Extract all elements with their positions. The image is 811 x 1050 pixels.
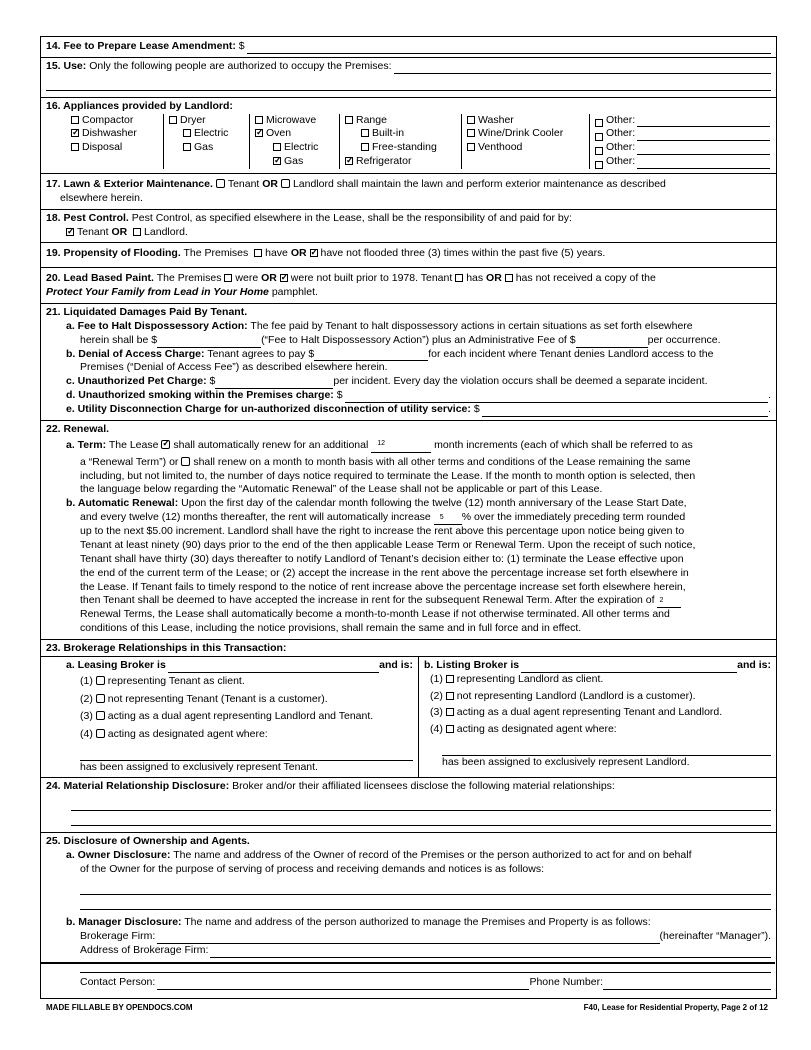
lead-or: OR xyxy=(261,272,277,285)
halt-fee-text-4: per occurrence. xyxy=(647,333,721,346)
listing-broker-column xyxy=(419,657,776,777)
smoking-charge-label: d. Unauthorized smoking within the Premises charge: xyxy=(66,389,334,402)
lease-form-page xyxy=(40,36,777,999)
section-20-label: 20. Lead Based Paint. xyxy=(46,272,154,285)
term-text-5: shall renew on a month to month basis with all other terms and conditions of the Lease remaining the same xyxy=(193,455,691,468)
range-builtin-label: Built-in xyxy=(372,127,405,140)
listing-item-3-num: (3) xyxy=(430,706,443,719)
material-relationship-field-1[interactable] xyxy=(71,798,771,811)
term-text-2: shall automatically renew for an additional xyxy=(173,438,369,451)
section-16 xyxy=(41,98,776,174)
section-14-dollar: $ xyxy=(238,40,245,52)
lawn-landlord-checkbox[interactable] xyxy=(281,179,290,188)
lawn-text-cont: elsewhere herein. xyxy=(60,191,143,204)
lead-were-checkbox[interactable] xyxy=(224,274,232,282)
listing-designated-agent-field[interactable] xyxy=(442,743,771,756)
dryer-electric-label: Electric xyxy=(194,127,229,140)
microwave-checkbox[interactable] xyxy=(255,116,263,124)
utility-charge-dollar: $ xyxy=(473,403,480,416)
auto-renewal-text-1: Upon the first day of the calendar month following the twelve (12) month anniversary of the Lease Start Date, xyxy=(181,497,687,510)
halt-fee-text-2: herein shall be $ xyxy=(80,333,158,346)
listing-item-2-checkbox[interactable] xyxy=(446,692,454,700)
listing-broker-label: b. Listing Broker is xyxy=(424,658,520,671)
wine-cooler-label: Wine/Drink Cooler xyxy=(478,127,564,140)
flooding-have-label: have xyxy=(265,247,288,260)
dishwasher-checkbox[interactable] xyxy=(71,129,79,137)
section-14 xyxy=(41,37,776,58)
footer-right: F40, Lease for Residential Property, Page 2 of 12 xyxy=(583,1003,768,1012)
pest-or: OR xyxy=(111,225,128,238)
section-24 xyxy=(41,778,776,833)
denial-access-field[interactable] xyxy=(314,349,428,361)
lead-pamphlet-text: pamphlet. xyxy=(271,286,318,299)
section-23 xyxy=(41,640,776,778)
section-18-label: 18. Pest Control. xyxy=(46,211,129,224)
listing-item-3-checkbox[interactable] xyxy=(446,708,454,716)
pet-charge-dollar: $ xyxy=(209,375,216,388)
leasing-item-2-checkbox[interactable] xyxy=(96,694,105,703)
section-15-text: Only the following people are authorized to occupy the Premises: xyxy=(89,59,392,72)
admin-fee-field[interactable] xyxy=(576,336,648,348)
term-text-1: The Lease xyxy=(108,438,159,451)
flooding-have-not-text: have not flooded three (3) times within the past five (5) years. xyxy=(320,247,606,260)
pest-landlord-label: Landlord. xyxy=(144,225,188,238)
flooding-or: OR xyxy=(290,247,307,260)
leasing-item-1-label: representing Tenant as client. xyxy=(107,674,245,687)
flooding-text: The Premises xyxy=(183,247,249,260)
dryer-gas-label: Gas xyxy=(194,141,214,154)
leasing-broker-field[interactable] xyxy=(168,661,379,673)
pet-charge-label: c. Unauthorized Pet Charge: xyxy=(66,375,207,388)
leasing-item-1-num: (1) xyxy=(80,674,93,687)
range-freestanding-label: Free-standing xyxy=(372,141,437,154)
section-16-label: 16. Appliances provided by Landlord: xyxy=(46,99,233,112)
brokerage-address-field[interactable] xyxy=(210,946,771,958)
lead-or-2: OR xyxy=(486,272,502,285)
wine-cooler-checkbox[interactable] xyxy=(467,129,475,137)
renewal-months-field[interactable] xyxy=(371,439,431,453)
section-24-label: 24. Material Relationship Disclosure: xyxy=(46,779,230,792)
listing-item-2-num: (2) xyxy=(430,689,443,702)
disposal-label: Disposal xyxy=(82,141,123,154)
rent-increase-field[interactable] xyxy=(434,513,462,525)
section-17-label: 17. Lawn & Exterior Maintenance. xyxy=(46,178,213,191)
leasing-item-4-label: acting as designated agent where: xyxy=(107,728,268,741)
listing-item-4-checkbox[interactable] xyxy=(446,725,454,733)
other-3-field[interactable] xyxy=(637,143,770,155)
flooding-have-not-checkbox[interactable] xyxy=(310,249,318,257)
section-14-label: 14. Fee to Prepare Lease Amendment: xyxy=(46,40,236,52)
dryer-electric-checkbox[interactable] xyxy=(183,129,191,137)
section-21-label: 21. Liquidated Damages Paid By Tenant. xyxy=(46,306,248,319)
venthood-label: Venthood xyxy=(478,141,523,154)
term-label: a. Term: xyxy=(66,438,107,451)
term-text-4: a “Renewal Term”) or xyxy=(80,455,179,468)
venthood-checkbox[interactable] xyxy=(467,143,475,151)
leasing-item-1-checkbox[interactable] xyxy=(96,676,105,685)
leasing-item-4-checkbox[interactable] xyxy=(96,729,105,738)
listing-item-1-checkbox[interactable] xyxy=(446,675,454,683)
auto-renew-checkbox[interactable]: ✓ xyxy=(162,437,170,448)
manager-disclosure-label: b. Manager Disclosure: xyxy=(66,916,182,929)
other-1-label: Other: xyxy=(606,113,636,126)
smoking-charge-dollar: $ xyxy=(336,389,343,402)
hereinafter-label: (hereinafter “Manager”). xyxy=(659,930,771,943)
refrigerator-label: Refrigerator xyxy=(356,155,412,168)
pest-control-text: Pest Control, as specified elsewhere in the Lease, shall be the responsibility of and paid for by: xyxy=(131,211,572,224)
other-4-checkbox[interactable] xyxy=(595,161,603,169)
auto-renewal-text-11: conditions of this Lease, including the notice provisions, shall remain the same and in full force and in effect. xyxy=(80,622,582,635)
renewal-months-value: 12 xyxy=(377,439,386,447)
section-15 xyxy=(41,58,776,98)
renewal-terms-count-field[interactable] xyxy=(657,596,681,608)
leasing-item-3-label: acting as a dual agent representing Landlord and Tenant. xyxy=(107,710,374,723)
oven-electric-checkbox[interactable] xyxy=(273,143,281,151)
section-22-label: 22. Renewal. xyxy=(46,422,110,435)
section-22 xyxy=(41,421,776,640)
leasing-broker-label: a. Leasing Broker is xyxy=(66,658,166,671)
section-23-label: 23. Brokerage Relationships in this Transaction: xyxy=(46,641,287,654)
authorized-occupants-field[interactable] xyxy=(394,62,771,74)
section-25 xyxy=(41,833,776,999)
denial-access-text-2: for each incident where Tenant denies Landlord access to the xyxy=(428,347,714,360)
dryer-label: Dryer xyxy=(180,113,206,126)
auto-renewal-text-4: up to the next $5.00 increment. Landlord shall have the right to increase the rent above this percentage upon notice being given to xyxy=(80,525,685,538)
disposal-checkbox[interactable] xyxy=(71,143,79,151)
microwave-label: Microwave xyxy=(266,113,317,126)
other-2-checkbox[interactable] xyxy=(595,133,603,141)
lawn-tenant-label: Tenant xyxy=(227,178,260,191)
footer-left: MADE FILLABLE BY OPENDOCS.COM xyxy=(46,1003,193,1012)
refrigerator-checkbox[interactable] xyxy=(345,157,353,165)
term-text-7: the language below regarding the “Automatic Renewal” of the Lease shall not be applicable or part of this Lease. xyxy=(80,483,603,496)
pest-landlord-checkbox[interactable] xyxy=(133,228,141,236)
oven-gas-label: Gas xyxy=(284,155,304,168)
phone-number-label: Phone Number: xyxy=(529,975,603,988)
compactor-checkbox[interactable] xyxy=(71,116,79,124)
lead-were-not-text: were not built prior to 1978. Tenant xyxy=(290,272,453,285)
listing-item-3-label: acting as a dual agent representing Tenant and Landlord. xyxy=(456,706,723,719)
auto-renewal-text-2: and every twelve (12) months thereafter, the rent will automatically increase xyxy=(80,511,431,524)
dishwasher-label: Dishwasher xyxy=(82,127,137,140)
range-label: Range xyxy=(356,113,387,126)
section-19 xyxy=(41,243,776,268)
halt-fee-field[interactable] xyxy=(157,336,261,348)
footer-rule xyxy=(40,962,775,964)
owner-disclosure-text-2: of the Owner for the purpose of serving of process and receiving demands and notices is as follows: xyxy=(80,862,544,875)
lead-has-checkbox[interactable] xyxy=(455,274,463,282)
leasing-item-4-num: (4) xyxy=(80,728,93,741)
broker-columns xyxy=(41,656,776,777)
oven-label: Oven xyxy=(266,127,292,140)
other-3-checkbox[interactable] xyxy=(595,147,603,155)
authorized-occupants-field-line2[interactable] xyxy=(46,78,771,91)
leasing-item-2-label: not representing Tenant (Tenant is a customer). xyxy=(107,692,328,705)
dryer-gas-checkbox[interactable] xyxy=(183,143,191,151)
listing-item-4-num: (4) xyxy=(430,723,443,736)
auto-renewal-text-3: % over the immediately preceding term rounded xyxy=(461,511,686,524)
term-text-3: month increments (each of which shall be referred to as xyxy=(434,438,693,451)
lead-pamphlet-title: Protect Your Family from Lead in Your Home xyxy=(46,286,269,299)
owner-disclosure-label: a. Owner Disclosure: xyxy=(66,848,171,861)
pet-charge-field[interactable] xyxy=(215,377,333,389)
leasing-item-3-checkbox[interactable] xyxy=(96,711,105,720)
lead-were-not-checkbox[interactable] xyxy=(280,274,288,282)
washer-checkbox[interactable] xyxy=(467,116,475,124)
renewal-terms-count-value: 2 xyxy=(659,597,664,605)
lead-were-label: were xyxy=(235,272,259,285)
month-to-month-checkbox[interactable] xyxy=(181,457,190,466)
listing-broker-footnote: has been assigned to exclusively represent Landlord. xyxy=(442,756,690,769)
pet-charge-text: per incident. Every day the violation occurs shall be deemed a separate incident. xyxy=(333,375,708,388)
lead-has-not-text: has not received a copy of the xyxy=(515,272,656,285)
other-3-label: Other: xyxy=(606,141,636,154)
listing-item-1-label: representing Landlord as client. xyxy=(456,672,604,685)
utility-charge-field[interactable] xyxy=(482,405,768,417)
halt-fee-label: a. Fee to Halt Dispossessory Action: xyxy=(66,319,248,332)
range-checkbox[interactable] xyxy=(345,116,353,124)
auto-renewal-text-9: then Tenant shall be deemed to have accepted the increase in rent for the subsequent Renewal Term. After the expiration of xyxy=(80,594,655,607)
manager-disclosure-text: The name and address of the person authorized to manage the Premises and Property is as follows: xyxy=(184,916,651,929)
section-24-text: Broker and/or their affiliated licensees disclose the following material relationships: xyxy=(232,779,615,792)
contact-person-label: Contact Person: xyxy=(80,975,156,988)
utility-charge-label: e. Utility Disconnection Charge for un-authorized disconnection of utility service: xyxy=(66,403,471,416)
range-builtin-checkbox[interactable] xyxy=(361,129,369,137)
section-18 xyxy=(41,210,776,244)
flooding-have-checkbox[interactable] xyxy=(254,249,262,257)
listing-item-1-num: (1) xyxy=(430,672,443,685)
brokerage-address-label: Address of Brokerage Firm: xyxy=(80,944,209,957)
lead-text: The Premises xyxy=(156,272,222,285)
contact-person-field[interactable] xyxy=(157,978,529,990)
smoking-charge-field[interactable] xyxy=(345,391,769,403)
listing-broker-field[interactable] xyxy=(521,661,737,673)
denial-access-text-3: Premises (“Denial of Access Fee”) as described elsewhere herein. xyxy=(80,361,388,374)
auto-renewal-text-10: Renewal Terms, the Lease shall automatically become a month-to-month Lease if not otherwise terminated. All other terms and xyxy=(80,608,670,621)
owner-disclosure-field-2[interactable] xyxy=(80,897,771,910)
lawn-tenant-checkbox[interactable] xyxy=(216,179,225,188)
auto-renewal-label: b. Automatic Renewal: xyxy=(66,497,179,510)
leasing-broker-and: and is: xyxy=(379,658,413,671)
range-freestanding-checkbox[interactable] xyxy=(361,143,369,151)
section-25-label: 25. Disclosure of Ownership and Agents. xyxy=(46,834,250,847)
auto-renewal-text-7: the end of the current term of the Lease; or (2) accept the increase in the rent above the percentage increase set forth elsewhere in xyxy=(80,566,689,579)
auto-renewal-text-8: the Lease. If Tenant fails to timely respond to the notice of rent increase above the percentage increase set forth elsewhere herein, xyxy=(80,580,686,593)
listing-item-4-label: acting as designated agent where: xyxy=(456,723,617,736)
leasing-item-2-num: (2) xyxy=(80,692,93,705)
term-text-6: including, but not limited to, the number of days notice required to terminate the Lease. If the month to month option is selected, then xyxy=(80,469,696,482)
owner-disclosure-field-1[interactable] xyxy=(80,882,771,895)
brokerage-firm-label: Brokerage Firm: xyxy=(80,930,156,943)
washer-label: Washer xyxy=(478,113,514,126)
pest-tenant-label: Tenant xyxy=(77,225,109,238)
amendment-fee-field[interactable] xyxy=(247,42,771,54)
brokerage-firm-field[interactable] xyxy=(157,932,659,944)
section-20 xyxy=(41,268,776,304)
oven-electric-label: Electric xyxy=(284,141,319,154)
section-15-label: 15. Use: xyxy=(46,59,87,72)
pest-tenant-checkbox[interactable] xyxy=(66,228,74,236)
oven-checkbox[interactable] xyxy=(255,129,263,137)
other-1-field[interactable] xyxy=(637,115,770,127)
halt-fee-text: The fee paid by Tenant to halt dispossessory actions in certain situations as set forth elsewhere xyxy=(250,319,693,332)
phone-number-field[interactable] xyxy=(603,978,771,990)
other-2-field[interactable] xyxy=(637,129,770,141)
lawn-landlord-text: Landlord shall maintain the lawn and perform exterior maintenance as described xyxy=(292,178,666,191)
section-17 xyxy=(41,174,776,210)
other-1-checkbox[interactable] xyxy=(595,119,603,127)
dryer-checkbox[interactable] xyxy=(169,116,177,124)
listing-item-2-label: not representing Landlord (Landlord is a customer). xyxy=(456,689,696,702)
compactor-label: Compactor xyxy=(82,113,134,126)
auto-renewal-text-6: Tenant shall have thirty (30) days thereafter to notify Landlord of Tenant’s decision either to: (1) terminate the Lease effective upon xyxy=(80,552,684,565)
section-21: 21. Liquidated Damages Paid By Tenant. a. Fee to Halt Dispossessory Action: The fee paid by Tenant to halt dispossessory actions in certain situations as set forth elsewhere herein shall be $ (“Fee to Halt Dispossessory Action”) plus an Administrative Fee of $ per occurrence. b. Denial of Access Charge: Tenant agrees to pay $ for each incident where Tenant denies Landlord access to the Premises (“Denial of Access Fee”) as described elsewhere herein. c. Unauthorized Pet Charge: $ per incident. Every day the violation occurs shall be deemed a separate incident. d. Unauthorized smoking within the Premises charge: $ . e. Utility Disconnection Charge for un-authorized disconnection of utility service: $ . xyxy=(41,304,776,421)
section-19-label: 19. Propensity of Flooding. xyxy=(46,247,181,260)
denial-access-label: b. Denial of Access Charge: xyxy=(66,347,205,360)
other-4-label: Other: xyxy=(606,155,636,168)
other-2-label: Other: xyxy=(606,127,636,140)
appliances-table xyxy=(66,114,774,169)
leasing-broker-footnote: has been assigned to exclusively represent Tenant. xyxy=(80,761,318,774)
rent-increase-value: 5 xyxy=(439,514,444,522)
other-4-field[interactable] xyxy=(637,157,770,169)
auto-renewal-text-5: Tenant at least ninety (90) days prior to the end of the then applicable Lease Term or Renewal Term. Upon the receipt of such notice, xyxy=(80,538,696,551)
listing-broker-and: and is: xyxy=(737,658,771,671)
material-relationship-field-2[interactable] xyxy=(71,813,771,826)
denial-access-text: Tenant agrees to pay $ xyxy=(207,347,315,360)
lead-has-label: has xyxy=(466,272,484,285)
lead-has-not-checkbox[interactable] xyxy=(505,274,513,282)
owner-disclosure-text-1: The name and address of the Owner of record of the Premises or the person authorized to act for and on behalf xyxy=(173,848,692,861)
leasing-item-3-num: (3) xyxy=(80,710,93,723)
oven-gas-checkbox[interactable] xyxy=(273,157,281,165)
leasing-broker-column xyxy=(41,657,419,777)
halt-fee-text-3: (“Fee to Halt Dispossessory Action”) plus an Administrative Fee of $ xyxy=(261,333,576,346)
leasing-designated-agent-field[interactable] xyxy=(80,748,413,761)
lawn-or: OR xyxy=(262,178,279,191)
